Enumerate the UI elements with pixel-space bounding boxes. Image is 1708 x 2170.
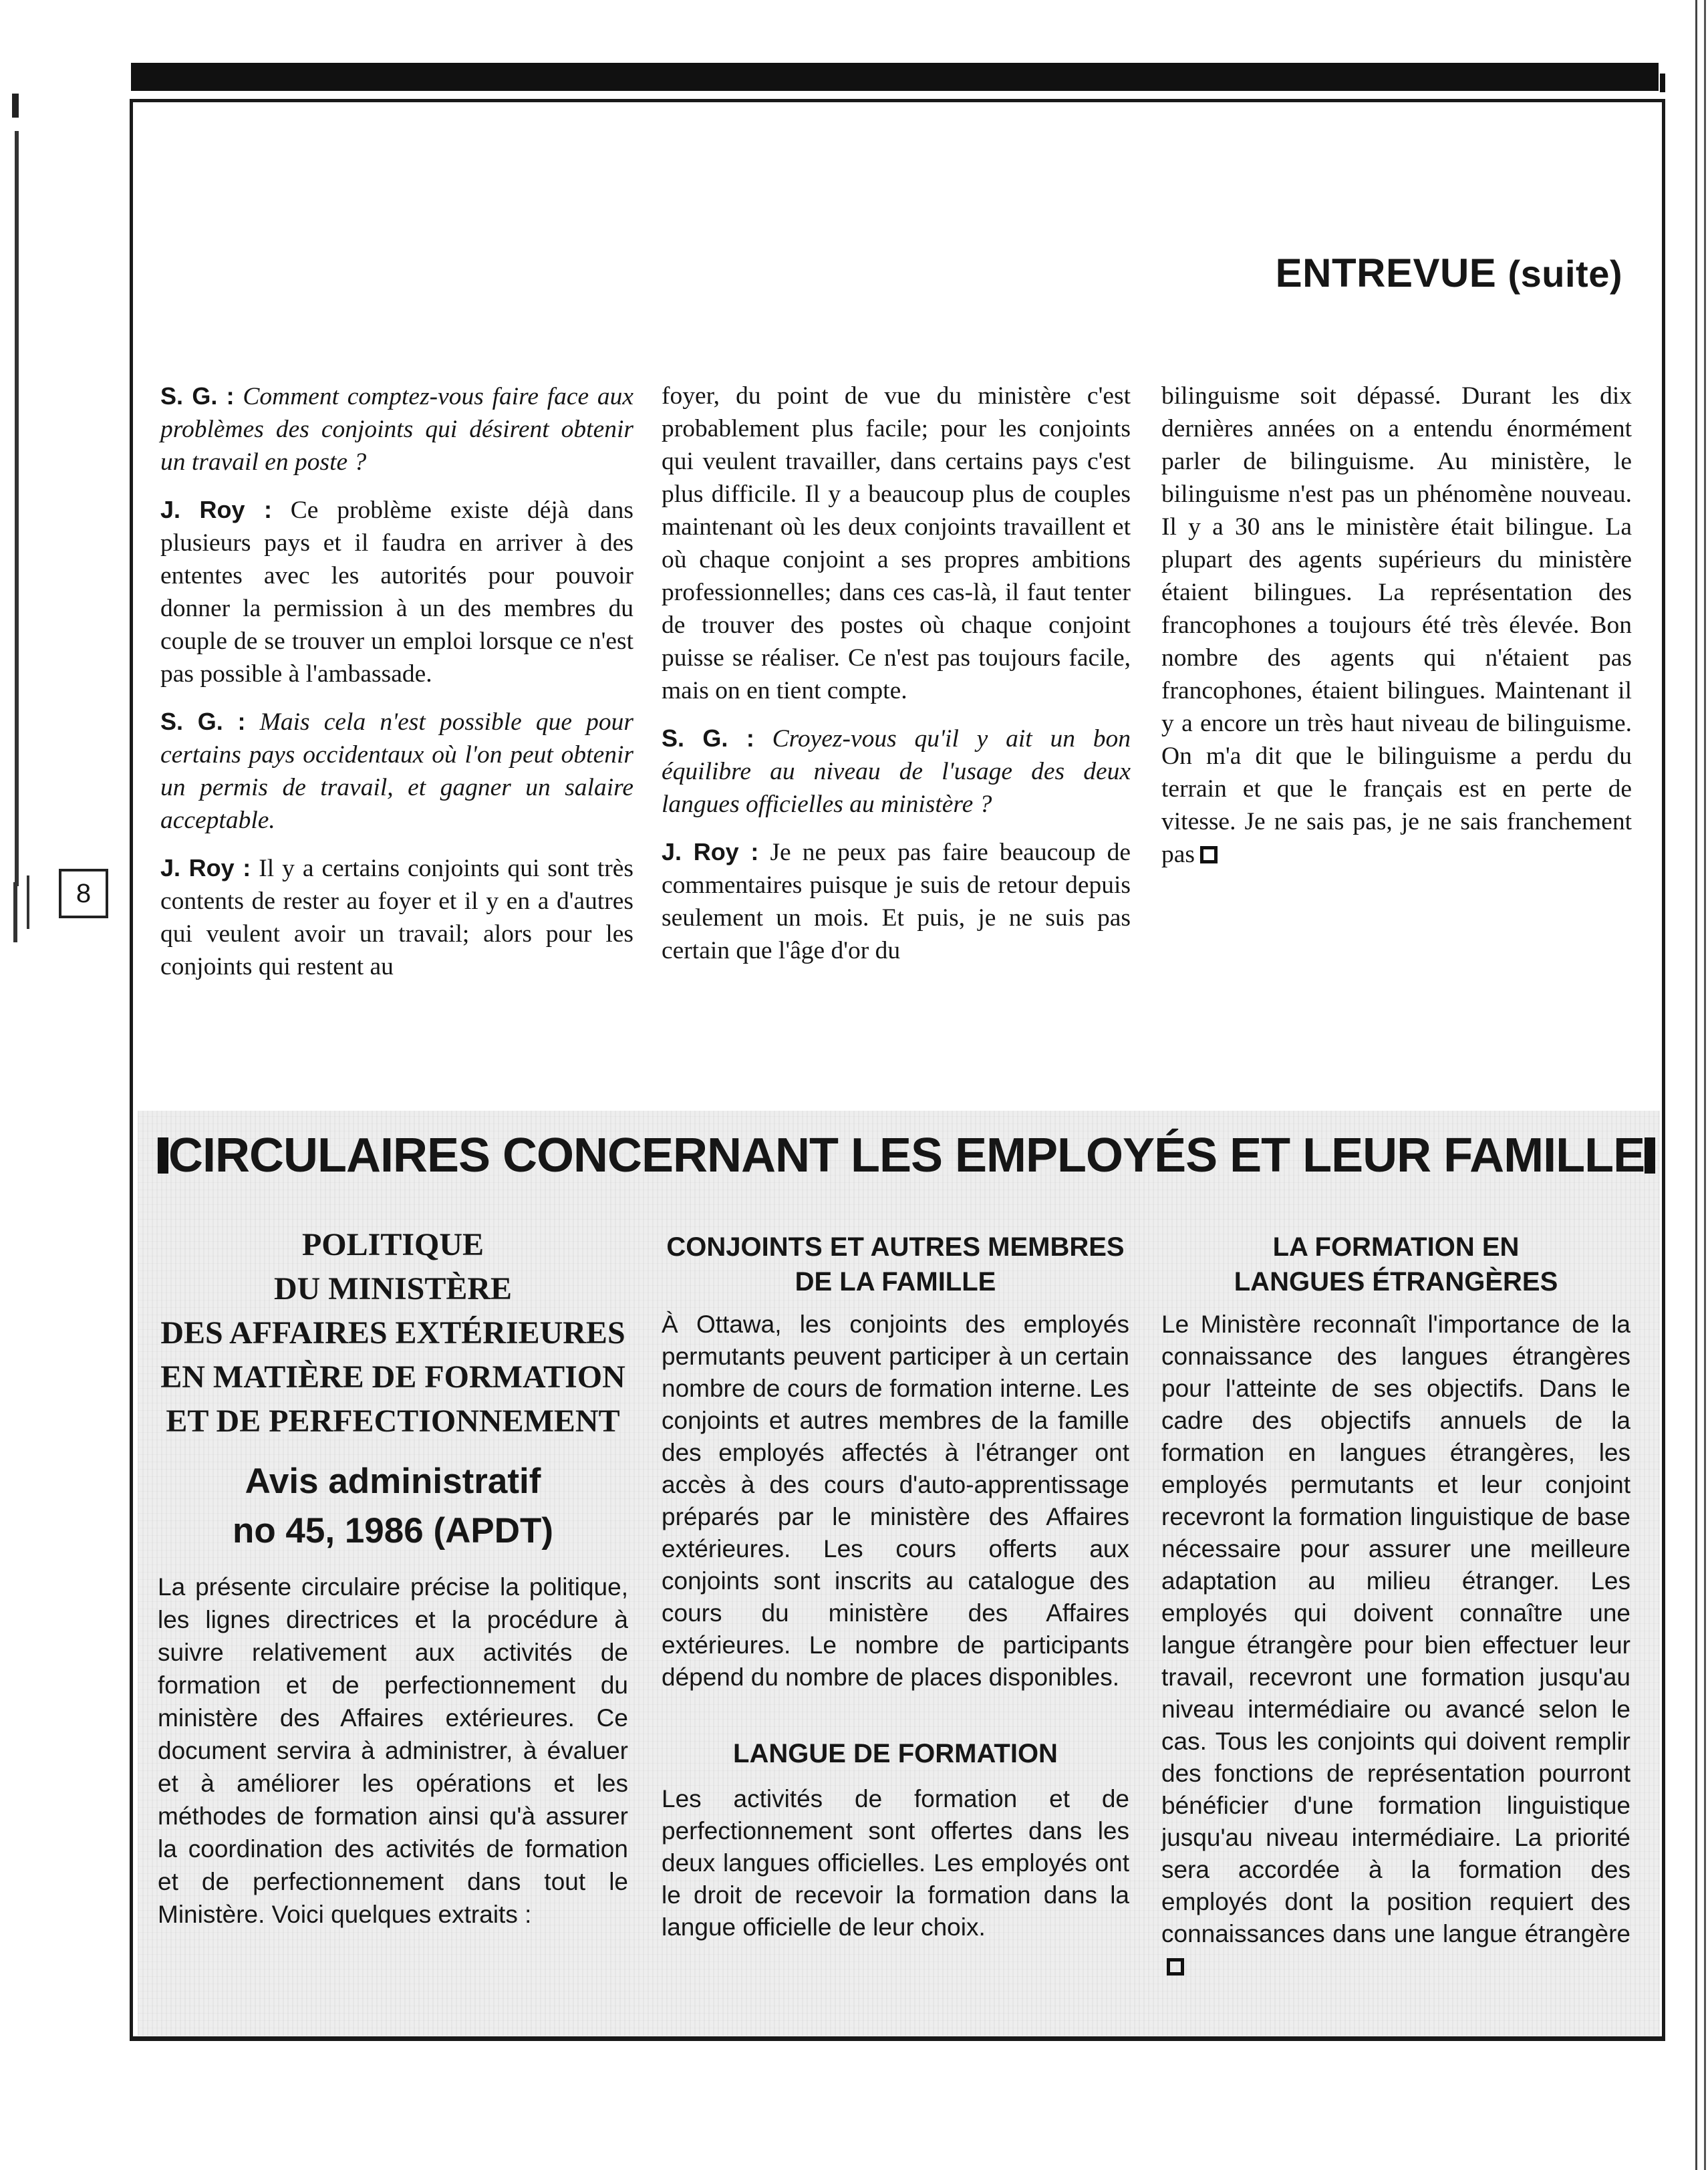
formation-column [1161,1230,1630,1982]
page-number: 8 [59,869,108,918]
interview-answer [160,493,633,690]
avis-number: no 45, 1986 (APDT) [232,1511,554,1550]
circulaires-title-text: CIRCULAIRES CONCERNANT LES EMPLOYÉS ET LEUR FAMILLE [168,1129,1645,1182]
answer-text: Ce problème existe déjà dans plusieurs pays et il faudra en arriver à des ententes avec les autorités pour pouvoir donner la permission à un des membres du couple de se trouver un emploi lorsque ce n'est pas possible à l'ambassade. [160,497,634,688]
interview-column-2 [662,380,1131,967]
interview-question [662,722,1131,821]
heading-line: DU MINISTÈRE [273,1271,513,1307]
interview-answer [160,851,633,983]
avis-line: Avis administratif [245,1462,541,1501]
speaker-label: S. G. : [160,382,235,410]
top-rule-tick [1660,74,1665,92]
langue-body: Les activités de formation et de perfectionnement sont offertes dans les deux langues officielles. Les employés ont le droit de recevoir la formation dans la langue officielle de leur choix. [662,1785,1129,1941]
speaker-label: J. Roy : [160,496,272,523]
answer-continuation: foyer, du point de vue du ministère c'est probablement plus facile; pour les conjoints qui veulent travailler, dans certains pays c'est plus difficile. Il y a beaucoup plus de couples maintenant où les deux conjoints travaillent et où chaque conjoint a ses propres ambitions professionnelles; dans ces cas-là, il faut tenter de trouver des postes où chaque conjoint puisse se réaliser. Ce n'est pas toujours facile, mais on en tient compte. [662,382,1131,704]
box-bullet-icon [158,1137,168,1174]
politique-body: La présente circulaire précise la politique, les lignes directrices et la procédure à suivre relativement aux activités de formation et de perfectionnement du ministère des Affaires extérieures. Ce document servira à administrer, à évaluer et à améliorer les opérations et les méthodes de formation ainsi qu'à assurer la coordination des activités de formation et de perfectionnement dans tout le Ministère. Voici quelques extraits : [158,1573,628,1928]
heading-line: ET DE PERFECTIONNEMENT [166,1403,620,1439]
question-text: Comment comptez-vous faire face aux problèmes des conjoints qui désirent obtenir un travail en poste ? [160,383,634,476]
formation-heading [1161,1230,1630,1299]
page-bracket [27,875,47,929]
section-title-suffix: (suite) [1508,253,1622,295]
speaker-label: J. Roy : [662,838,759,865]
interview-column-1 [160,380,633,983]
scan-edge-right [1695,0,1697,2170]
answer-text: Je ne peux pas faire beaucoup de commentaires puisque je suis de retour depuis seulement un mois. Et puis, je ne suis pas certain que l'âge d'or du [662,839,1131,964]
formation-body [1161,1309,1630,1982]
interview-answer [662,835,1131,967]
conjoints-heading [662,1230,1129,1299]
interview-column-3 [1161,380,1632,871]
question-text: Croyez-vous qu'il y ait un bon équilibre au niveau de l'usage des deux langues officielles au ministère ? [662,725,1131,818]
heading-line: EN MATIÈRE DE FORMATION [160,1359,625,1395]
end-mark-icon [1167,1958,1184,1976]
answer-text: Il y a certains conjoints qui sont très contents de rester au foyer et il y en a d'autres qui veulent avoir un travail; alors pour les conjoints qui restent au [160,855,634,980]
heading-line: CONJOINTS ET AUTRES MEMBRES [666,1232,1125,1262]
scan-mark-left [12,94,19,118]
avis-administratif [158,1457,628,1556]
end-mark-icon [1200,846,1218,863]
heading-line: DES AFFAIRES EXTÉRIEURES [160,1315,625,1351]
interview-question [160,380,633,479]
question-text: Mais cela n'est possible que pour certains pays occidentaux où l'on peut obtenir un permis de travail, et gagner un salaire acceptable. [160,708,634,834]
heading-line: POLITIQUE [301,1227,484,1262]
section-title-main: ENTREVUE [1275,251,1497,295]
answer-continuation [1161,380,1632,871]
section-title [1276,250,1622,296]
heading-line: DE LA FAMILLE [795,1267,996,1297]
circulaires-title [158,1128,1645,1183]
speaker-label: S. G. : [662,724,754,752]
heading-line: LANGUES ÉTRANGÈRES [1234,1267,1558,1297]
box-bullet-icon [1645,1137,1655,1174]
heading-line: LA FORMATION EN [1272,1232,1520,1262]
formation-body-text: Le Ministère reconnaît l'importance de la connaissance des langues étrangères pour l'atteinte de ses objectifs. Dans le cadre des objectifs annuels de la formation en langues étrangères, les employés permutants et leur conjoint recevront la formation linguistique de base nécessaire pour assurer une meilleure adaptation au milieu étranger. Les employés qui doivent connaître une langue étrangère pour bien effectuer leur travail, recevront une formation jusqu'au niveau intermédiaire ou avancé selon le cas. Tous les conjoints qui doivent remplir des fonctions de représentation pourront bénéficier d'une formation linguistique jusqu'au niveau intermédiaire. La priorité sera accordée à la formation des employés dont la position requiert des connaissances dans une langue étrangère [1161,1311,1630,1947]
interview-question [160,705,633,837]
politique-heading [158,1223,628,1444]
langue-heading: LANGUE DE FORMATION [733,1739,1058,1768]
conjoints-column [662,1230,1129,1943]
scan-edge-right-outer [1704,0,1706,2170]
top-rule [131,63,1659,91]
conjoints-body: À Ottawa, les conjoints des employés permutants peuvent participer à un certain nombre de cours de formation interne. Les conjoints et autres membres de la famille des employés affectés à l'étranger ont accès à des cours d'auto-apprentissage préparés par le ministère des Affaires extérieures. Les cours offerts aux conjoints sont inscrits au catalogue des cours du ministère des Affaires extérieures. Le nombre de participants dépend du nombre de places disponibles. [662,1311,1129,1691]
speaker-label: S. G. : [160,708,246,735]
speaker-label: J. Roy : [160,854,251,881]
scan-mark-left-lower [13,882,17,942]
scan-edge-left [15,131,19,886]
answer-text: bilinguisme soit dépassé. Durant les dix dernières années on a entendu énormément parler de bilinguisme. Au ministère, le bilinguisme n'est pas un phénomène nouveau. Il y a 30 ans le ministère était bilingue. La plupart des agents supérieurs du ministère étaient bilingues. La représentation des francophones a toujours été très élevée. Bon nombre des agents qui n'étaient pas francophones, étaient bilingues. Maintenant il y a encore un très haut niveau de bilinguisme. On m'a dit que le bilinguisme a perdu du terrain et que le français est en perte de vitesse. Je ne sais pas, je ne sais franchement pas [1161,382,1632,868]
